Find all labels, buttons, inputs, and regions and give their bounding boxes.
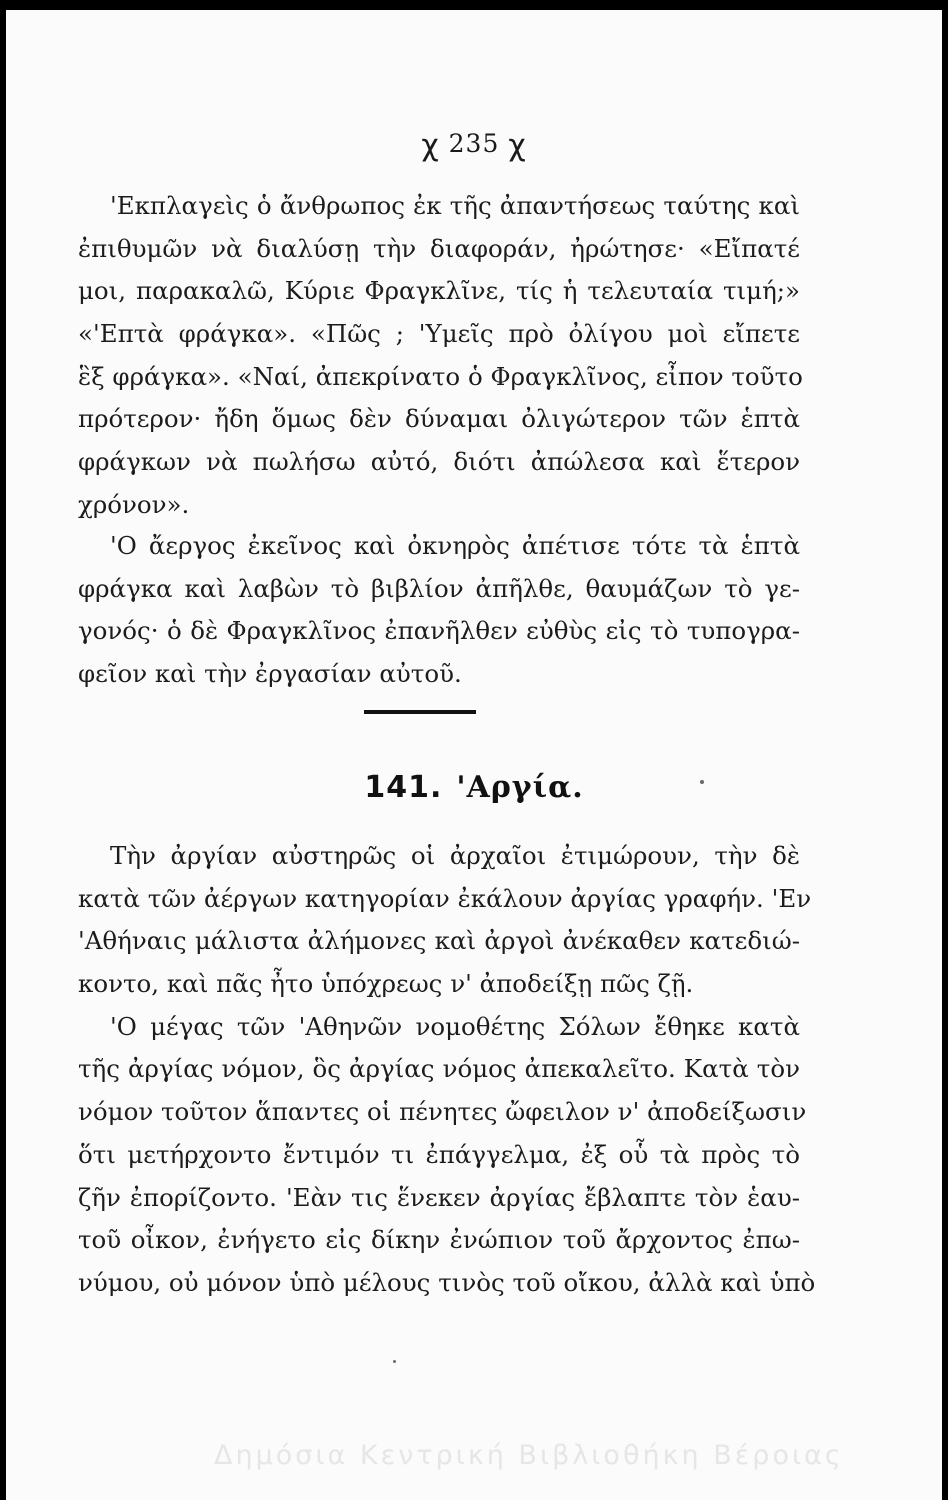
text-line: πρότερον· ἤδη ὅμως δὲν δύναμαι ὀλιγώτερον τῶν ἑπτὰ bbox=[78, 404, 800, 434]
text-line: τοῦ οἶκον, ἐνήγετο εἰς δίκην ἐνώπιον τοῦ ἄρχοντος ἐπω- bbox=[78, 1225, 800, 1255]
text-line: φεῖον καὶ τὴν ἐργασίαν αὐτοῦ. bbox=[78, 659, 462, 689]
text-line: 'Ο μέγας τῶν 'Αθηνῶν νομοθέτης Σόλων ἔθηκε κατὰ bbox=[110, 1011, 800, 1041]
text-line: νύμου, οὐ μόνον ὑπὸ μέλους τινὸς τοῦ οἴκου, ἀλλὰ καὶ ὑπὸ bbox=[78, 1267, 816, 1297]
text-line: 'Ο ἄεργος ἐκεῖνος καὶ ὀκνηρὸς ἀπέτισε τότε τὰ ἑπτὰ bbox=[110, 531, 800, 560]
text-line: τῆς ἀργίας νόμον, ὃς ἀργίας νόμος ἀπεκαλεῖτο. Κατὰ τὸν bbox=[78, 1054, 800, 1084]
section-number: 141. bbox=[364, 770, 443, 805]
page-header bbox=[0, 128, 948, 163]
header-right-mark: χ bbox=[508, 128, 527, 163]
text-line: 'Εκπλαγεὶς ὁ ἄνθρωπος ἐκ τῆς ἀπαντήσεως ταύτης καὶ bbox=[110, 191, 800, 220]
text-line: 'Αθήναις μάλιστα ἀλήμονες καὶ ἀργοὶ ἀνέκαθεν κατεδιώ- bbox=[78, 926, 800, 956]
text-line: ζῆν ἐπορίζοντο. 'Εὰν τις ἕνεκεν ἀργίας ἔβλαπτε τὸν ἑαυ- bbox=[78, 1182, 800, 1212]
text-line: ὅτι μετήρχοντο ἔντιμόν τι ἐπάγγελμα, ἐξ οὗ τὰ πρὸς τὸ bbox=[78, 1139, 800, 1169]
text-line: κοντο, καὶ πᾶς ἦτο ὑπόχρεως ν' ἀποδείξῃ πῶς ζῇ. bbox=[78, 969, 694, 999]
section-heading bbox=[0, 770, 948, 805]
text-line: «'Επτὰ φράγκα». «Πῶς ; 'Υμεῖς πρὸ ὀλίγου μοὶ εἴπετε bbox=[78, 319, 800, 349]
text-line: μοι, παρακαλῶ, Κύριε Φραγκλῖνε, τίς ἡ τελευταία τιμή;» bbox=[78, 276, 800, 306]
text-line: Τὴν ἀργίαν αὐστηρῶς οἱ ἀρχαῖοι ἐτιμώρουν, τὴν δὲ bbox=[110, 841, 800, 870]
print-speck bbox=[700, 780, 704, 784]
text-line: χρόνον». bbox=[78, 489, 190, 519]
print-speck bbox=[393, 1360, 396, 1363]
scan-border-top bbox=[0, 0, 948, 10]
section-title: 'Αργία. bbox=[456, 770, 584, 805]
text-line: ἐπιθυμῶν νὰ διαλύσῃ τὴν διαφοράν, ἠρώτησε· «Εἴπατέ bbox=[78, 233, 800, 263]
text-line: νόμον τοῦτον ἅπαντες οἱ πένητες ὤφειλον ν' ἀποδείξωσιν bbox=[78, 1097, 807, 1127]
paragraph-3 bbox=[78, 835, 816, 1305]
section-divider bbox=[364, 710, 476, 714]
page-number: 235 bbox=[448, 129, 500, 158]
text-line: ἓξ φράγκα». «Ναί, ἀπεκρίνατο ὁ Φραγκλῖνος, εἶπον τοῦτο bbox=[78, 361, 803, 391]
header-left-mark: χ bbox=[421, 128, 440, 163]
paragraph-1 bbox=[78, 185, 803, 527]
text-line: φράγκων νὰ πωλήσω αὐτό, διότι ἀπώλεσα καὶ ἕτερον bbox=[78, 447, 800, 477]
scan-border-right bbox=[942, 0, 948, 1500]
text-line: γονός· ὁ δὲ Φραγκλῖνος ἐπανῆλθεν εὐθὺς εἰς τὸ τυπογρα- bbox=[78, 616, 800, 646]
text-line: κατὰ τῶν ἀέργων κατηγορίαν ἐκάλουν ἀργίας γραφήν. 'Εν bbox=[78, 883, 812, 913]
library-watermark: Δημόσια Κεντρική Βιβλιοθήκη Βέροιας bbox=[214, 1440, 844, 1471]
text-line: φράγκα καὶ λαβὼν τὸ βιβλίον ἀπῆλθε, θαυμάζων τὸ γε- bbox=[78, 573, 800, 603]
paragraph-2 bbox=[78, 525, 800, 696]
